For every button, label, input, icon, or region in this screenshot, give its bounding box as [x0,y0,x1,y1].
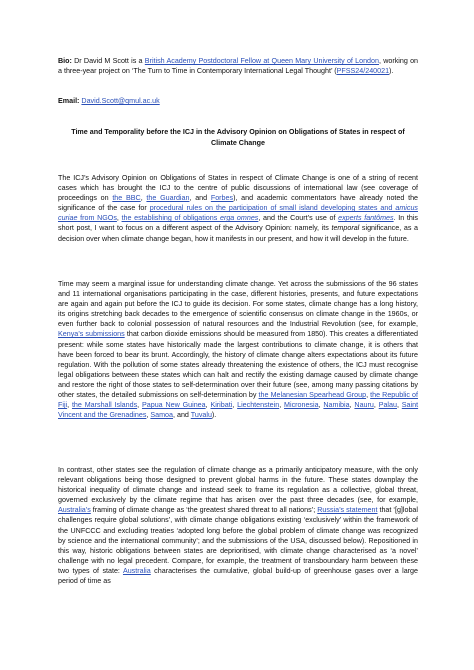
fellowship-link[interactable]: British Academy Postdoctoral Fellow at Queen Mary University of London [144,57,379,65]
bio-label: Bio: [58,57,72,65]
body-text: framing of climate change as ‘the greatest shared threat to all nations’; [90,506,318,515]
link-text: erga omnes [219,214,259,223]
body-text: , and [189,194,211,203]
tuvalu-link[interactable]: Tuvalu [190,411,212,420]
body-text: that carbon dioxide emissions should be measured from 1850). This creates a differentiated present: while some states have historically made the largest contributions to climate change, it is others that have been forced to bear its brunt. Accordingly, the history of climate change alters expectations about its future regulation. With the pollution of some states already threatening the existence of others, the ICJ must recognise legal obligations between these states which can halt and rectify the existing damage caused by climate change and restore the right of those states to self-determination over their future (see, among many passing citations by other states, the detailed submissions on self-determination by [58,330,418,400]
body-text: , [396,401,402,410]
grant-link[interactable]: PFSS24/240021 [336,67,390,76]
australia-submission-link[interactable]: Australia [122,566,151,575]
body-text: , [116,214,122,223]
body-text: , [232,401,238,410]
body-text: , and [173,411,191,420]
fiji-link[interactable]: the Republic of Fiji [58,391,419,410]
melanesian-spearhead-link[interactable]: the Melanesian Spearhead Group [258,391,367,400]
body-text: ). [211,411,217,420]
author-email [58,96,418,106]
email-label: Email: [58,97,80,105]
body-text: significance, as a decision over when climate change began, how it manifests in our present, and how it will develop in the future. [58,224,419,243]
emphasis-text: temporal [331,224,360,233]
link-text: experts fantômes [338,214,394,223]
body-text: , [205,401,211,410]
body-text: , [279,401,285,410]
erga-omnes-link[interactable] [122,214,259,222]
link-text: from NGOs [77,214,117,223]
body-text: , [373,401,379,410]
body-text: In contrast, other states see the regulation of climate change as a primarily anticipatory measure, with the only relevant obligations being those designed to prevent global harms in the future. These states downplay the historical inequality of climate change and instead seek to frame its regulation as a collective, global threat, governed exclusively by the climate regime that has arisen over the past three decades (see, for example, [58,466,418,505]
paragraph-2 [58,279,418,420]
body-text: Time may seem a marginal issue for understanding climate change. Yet across the submissions of the 96 states and 11 international organisations participating in the case, different histories, presents, and future expectations are again and again put before the ICJ to guide its decision. For some states, climate change has a long history, its origins stretching back decades to the emergence of scientific consensus on climate change in the 1960s, or even further back to colonial possession of natural resources and the Industrial Revolution (see, for example, [58,280,418,329]
palau-link[interactable]: Palau [378,401,397,410]
liechtenstein-link[interactable]: Liechtenstein [237,401,280,410]
body-text: ), and academic commentators have already noted the significance of the case for [58,194,419,213]
body-text: , [67,401,72,410]
body-text: , [318,401,324,410]
body-text: , and the Court’s use of [258,214,339,223]
body-text: , [349,401,355,410]
link-text: amicus curiae [58,204,418,223]
bbc-link[interactable]: the BBC [112,194,141,203]
body-text: , [366,391,371,400]
email-link[interactable]: David.Scott@qmul.ac.uk [81,97,160,105]
australia-link[interactable]: Australia’s [58,506,91,515]
article-title: Time and Temporality before the ICJ in the Advisory Opinion on Obligations of States in respect of Climate Change [71,128,405,147]
namibia-link[interactable]: Namibia [323,401,350,410]
paragraph-3 [58,465,418,586]
bio-text: ). [389,67,394,76]
bio-text: Dr David M Scott is a [71,57,145,65]
body-text: The ICJ’s Advisory Opinion on Obligations of States in respect of Climate Change is one of a string of recent cases which has brought the ICJ to the centre of public discussions of international law (see coverage of proceedings on [58,174,418,203]
body-text: that ‘[g]lobal challenges require global solutions’, with climate change obligations existing ‘exclusively’ within the framework of the UNFCCC and excluding treaties ‘adopted long before the global problem of climate change was recognized by science and the international community’; and the submissions of the USA, discussed below). Repositioned in this way, historic obligations between states are deprioritised, with climate change characterised as ‘a novel’ challenge with no legal precedent. Compare, for example, the treatment of transboundary harm between these two types of state: [58,506,418,575]
kiribati-link[interactable]: Kiribati [210,401,233,410]
link-text: the establishing of obligations [121,214,220,223]
kenya-submissions-link[interactable]: Kenya’s submissions [58,330,125,339]
papua-new-guinea-link[interactable]: Papua New Guinea [141,401,206,410]
nauru-link[interactable]: Nauru [354,401,374,410]
body-text: , [140,194,147,203]
body-text: . In this short post, I want to focus on a different aspect of the Advisory Opinion: namely, its [58,214,418,233]
samoa-link[interactable]: Samoa [150,411,173,420]
author-bio [58,56,418,76]
saint-vincent-link[interactable]: Saint Vincent and the Grenadines [58,401,419,420]
body-text: characterises the cumulative, global build-up of greenhouse gases over a large period of time as [58,566,418,586]
marshall-islands-link[interactable]: the Marshall Islands [71,401,138,410]
micronesia-link[interactable]: Micronesia [284,401,319,410]
body-text: , [146,411,151,420]
experts-fantomes-link[interactable] [338,214,393,222]
body-text: , [137,401,142,410]
link-text: procedural rules on the participation of small island developing states and [149,204,396,213]
paragraph-1 [58,173,418,244]
bio-text: , working on a three-year project on ‘The Turn to Time in Contemporary International Legal Thought’ ( [58,57,419,76]
forbes-link[interactable]: Forbes [210,194,234,203]
guardian-link[interactable]: the Guardian [146,194,190,203]
russia-statement-link[interactable]: Russia’s statement [317,506,378,515]
